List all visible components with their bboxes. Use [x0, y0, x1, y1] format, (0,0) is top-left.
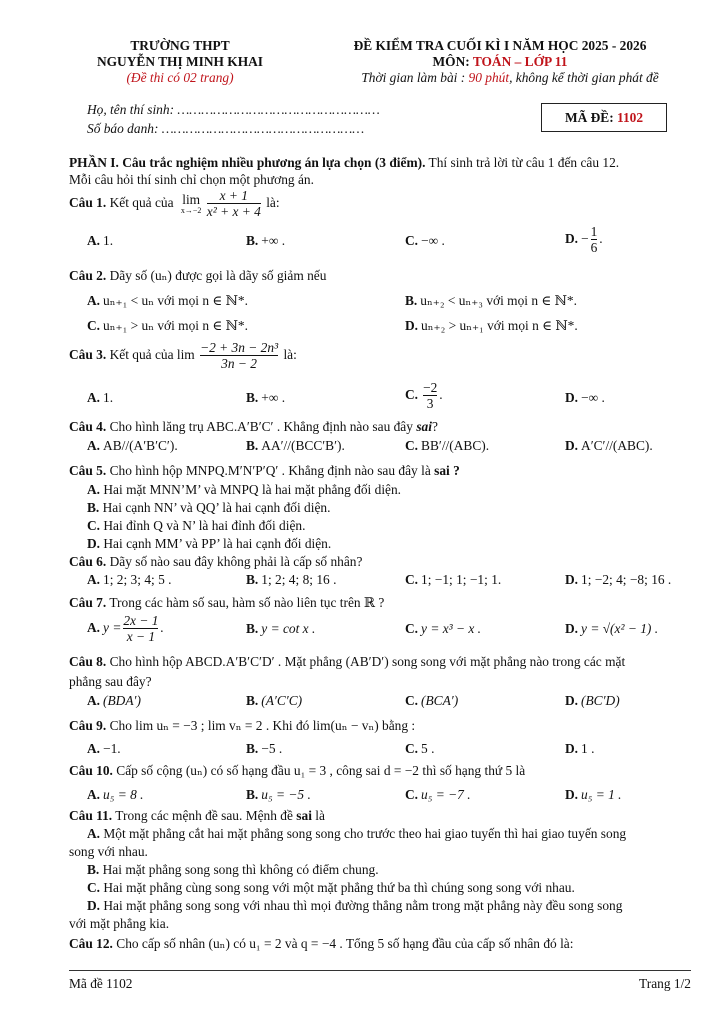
q2-label: Câu 2. [69, 268, 107, 283]
q5-option-d[interactable]: D. Hai cạnh MM’ và PP’ là hai cạnh đối diện. [87, 536, 332, 551]
q8-text-line2: phẳng sau đây? [69, 674, 152, 689]
part1-instruction1: Thí sinh trả lời từ câu 1 đến câu 12. [425, 155, 620, 170]
q12-label: Câu 12. [69, 936, 113, 951]
q8-option-a[interactable]: A. (BDA′) [87, 693, 141, 708]
q2-text: Dãy số (uₙ) được gọi là dãy số giảm nếu [109, 268, 327, 283]
student-name-line: Họ, tên thí sinh: …………………………………………… [87, 102, 380, 117]
question-11 [69, 807, 703, 825]
question-9 [69, 717, 703, 735]
q4-label: Câu 4. [69, 419, 107, 434]
exam-code-box [541, 103, 667, 132]
school-name-line1: TRƯỜNG THPT [130, 38, 230, 53]
q7-text: Trong các hàm số sau, hàm số nào liên tục trên ℝ ? [109, 595, 385, 610]
q11-option-c[interactable]: C. Hai mặt phẳng cùng song song với một mặt phẳng thứ ba thì chúng song song với nhau. [87, 880, 575, 895]
q6-text: Dãy số nào sau đây không phải là cấp số nhân? [109, 554, 363, 569]
q4-option-c[interactable]: C. BB′//(ABC). [405, 438, 490, 453]
q11-tail: là [315, 808, 325, 823]
q11-option-a-cont: song với nhau. [69, 844, 148, 859]
time-line [300, 69, 720, 87]
q11-emphasis: sai [296, 808, 312, 823]
pages-note: (Đề thi có 02 trang) [126, 70, 234, 85]
q2-option-a[interactable]: A. uₙ₊₁ < uₙ với mọi n ∈ ℕ*. [87, 293, 248, 308]
question-7 [69, 594, 703, 612]
q10-option-b[interactable]: B. u₅ = −5 . [246, 787, 311, 802]
part1-title: PHẦN I. Câu trắc nghiệm nhiều phương án lựa chọn (3 điểm). [69, 155, 426, 170]
q8-option-d[interactable]: D. (BC′D) [565, 693, 620, 708]
footer-divider [69, 970, 691, 971]
q3-label: Câu 3. [69, 346, 107, 362]
q1-denominator: x² + x + 4 [206, 204, 261, 220]
q8-label: Câu 8. [69, 654, 107, 669]
q9-options [87, 740, 705, 762]
q4-option-a[interactable]: A. AB//(A′B′C′). [87, 438, 178, 453]
q12-text: Cho cấp số nhân (uₙ) có u₁ = 2 và q = −4 . Tổng 5 số hạng đầu của cấp số nhân đó là: [116, 936, 574, 951]
time-prefix: Thời gian làm bài : [361, 70, 466, 85]
q6-option-b[interactable]: B. 1; 2; 4; 8; 16 . [246, 572, 337, 587]
q6-options [87, 571, 705, 593]
question-4: Câu 4. Cho hình lăng trụ ABC.A′B′C′ . Khẳng định nào sau đây sai? [69, 419, 438, 434]
q9-option-d[interactable]: D. 1 . [565, 741, 595, 756]
q6-option-a[interactable]: A. 1; 2; 3; 4; 5 . [87, 572, 172, 587]
q11-text: Trong các mệnh đề sau. Mệnh đề [115, 808, 293, 823]
q3-option-d[interactable]: D. −∞ . [565, 390, 605, 405]
q3-option-a[interactable]: A. 1. [87, 390, 114, 405]
q7-option-c[interactable]: C. y = x³ − x . [405, 621, 482, 636]
q4-option-b[interactable]: B. AA′//(BCC′B′). [246, 438, 345, 453]
q4-options [87, 437, 705, 459]
question-5 [69, 462, 703, 480]
q1-limit-sub: x→−2 [180, 205, 202, 215]
student-id-line: Số báo danh: …………………………………………… [87, 121, 365, 136]
q4-text: Cho hình lăng trụ ABC.A′B′C′ . Khẳng định nào sau đây [109, 419, 413, 434]
q1-label: Câu 1. [69, 194, 107, 210]
q10-label: Câu 10. [69, 763, 113, 778]
q10-option-a[interactable]: A. u₅ = 8 . [87, 787, 144, 802]
q5-emphasis: sai ? [434, 463, 460, 478]
q7-options [87, 613, 705, 645]
q3-text: Kết quả của lim [109, 346, 195, 362]
question-10 [69, 762, 703, 780]
q5-text: Cho hình hộp MNPQ.M′N′P′Q′ . Khẳng định nào sau đây là [109, 463, 431, 478]
q6-option-c[interactable]: C. 1; −1; 1; −1; 1. [405, 572, 502, 587]
q9-label: Câu 9. [69, 718, 107, 733]
q8-option-b[interactable]: B. (A′C′C) [246, 693, 303, 708]
exam-code-value: 1102 [617, 110, 644, 125]
question-2 [69, 267, 703, 285]
q3-numerator: −2 + 3n − 2n³ [200, 340, 279, 355]
q3-options [87, 380, 705, 412]
q10-option-d[interactable]: D. u₅ = 1 . [565, 787, 622, 802]
school-name-line2: NGUYỄN THỊ MINH KHAI [96, 54, 264, 69]
q3-option-c[interactable]: C. $\frac{-2}{3}$ . [405, 380, 443, 412]
q6-label: Câu 6. [69, 554, 107, 569]
q11-option-d-cont: với mặt phẳng kia. [69, 916, 170, 931]
footer-exam-code: Mã đề 1102 [69, 976, 133, 991]
footer-page-number: Trang 1/2 [639, 976, 691, 991]
q8-options [87, 692, 705, 714]
q9-option-a[interactable]: A. −1. [87, 741, 121, 756]
subject-prefix: MÔN: [432, 54, 470, 69]
q6-option-d[interactable]: D. 1; −2; 4; −8; 16 . [565, 572, 672, 587]
q7-option-b[interactable]: B. y = cot x . [246, 621, 316, 636]
q11-option-d[interactable]: D. Hai mặt phẳng song song với nhau thì mọi đường thẳng nằm trong mặt phẳng này đều song song [87, 898, 623, 913]
q7-option-a[interactable]: A. y = $\frac{2x - 1}{x - 1}$ . [87, 613, 164, 645]
question-12 [69, 935, 703, 953]
q9-text: Cho lim uₙ = −3 ; lim vₙ = 2 . Khi đó lim(uₙ − vₙ) bằng : [109, 718, 416, 733]
q1-option-d[interactable]: D. − $\frac{1}{6}$ . [565, 224, 603, 256]
q1-option-c[interactable]: C. −∞ . [405, 233, 445, 248]
q3-tail: là: [283, 346, 297, 362]
q7-label: Câu 7. [69, 595, 107, 610]
q3-fraction [200, 340, 278, 372]
q1-option-b[interactable]: B. +∞ . [246, 233, 286, 248]
q1-text: Kết quả của [109, 194, 174, 210]
question-3 [69, 340, 703, 380]
subject-value: TOÁN – LỚP 11 [472, 54, 568, 69]
part1-instruction2: Mỗi câu hỏi thí sinh chỉ chọn một phương án. [69, 172, 314, 187]
q10-options [87, 786, 705, 808]
q2-options-row2 [87, 317, 705, 339]
q1-option-a[interactable]: A. 1. [87, 233, 114, 248]
part1-heading [69, 154, 703, 172]
q2-option-d[interactable]: D. uₙ₊₂ > uₙ₊₁ với mọi n ∈ ℕ*. [405, 318, 578, 333]
time-suffix: , không kể thời gian phát đề [509, 70, 659, 85]
q3-option-b[interactable]: B. +∞ . [246, 390, 286, 405]
q1-fraction [207, 188, 261, 220]
q2-option-b[interactable]: B. uₙ₊₂ < uₙ₊₃ với mọi n ∈ ℕ*. [405, 293, 577, 308]
q5-option-c[interactable]: C. Hai đỉnh Q và N’ là hai đỉnh đối diện. [87, 518, 306, 533]
exam-code-label: MÃ ĐỀ: [564, 110, 614, 125]
q9-option-b[interactable]: B. −5 . [246, 741, 283, 756]
q11-option-b[interactable]: B. Hai mặt phẳng song song thì không có điểm chung. [87, 862, 379, 877]
time-value: 90 phút [468, 70, 510, 85]
q10-option-c[interactable]: C. u₅ = −7 . [405, 787, 471, 802]
q10-text: Cấp số cộng (uₙ) có số hạng đầu u₁ = 3 , công sai d = −2 thì số hạng thứ 5 là [116, 763, 526, 778]
q5-label: Câu 5. [69, 463, 107, 478]
q9-option-c[interactable]: C. 5 . [405, 741, 435, 756]
question-1: Câu 1. Kết quả của lim x→−2 $\frac{x + 1}{\text{x² + x + 4}}$ là: [69, 188, 280, 220]
q4-emphasis: sai [416, 419, 432, 434]
q3-denominator: 3n − 2 [200, 355, 278, 371]
question-8 [69, 653, 703, 671]
q8-text: Cho hình hộp ABCD.A′B′C′D′ . Mặt phẳng (AB′D′) song song với mặt phẳng nào trong các mặt [109, 654, 626, 669]
q7-option-d[interactable]: D. y = √(x² − 1) . [565, 621, 659, 636]
q1-tail: là: [266, 194, 280, 210]
q11-option-a[interactable]: A. Một mặt phẳng cắt hai mặt phẳng song song cho trước theo hai giao tuyến thì hai giao tuyến song [87, 826, 627, 841]
q2-option-c[interactable]: C. uₙ₊₁ > uₙ với mọi n ∈ ℕ*. [87, 318, 248, 333]
q8-option-c[interactable]: C. (BCA′) [405, 693, 459, 708]
question-6 [69, 553, 703, 571]
q5-option-b[interactable]: B. Hai cạnh NN’ và QQ’ là hai cạnh đối diện. [87, 500, 331, 515]
q2-options-row1 [87, 292, 705, 314]
q1-numerator: x + 1 [219, 188, 248, 203]
q1-options [87, 224, 705, 256]
exam-title: ĐỀ KIỂM TRA CUỐI KÌ I NĂM HỌC 2025 - 2026 [353, 38, 647, 53]
q11-label: Câu 11. [69, 808, 113, 823]
q4-option-d[interactable]: D. A′C′//(ABC). [565, 438, 653, 453]
q5-option-a[interactable]: A. Hai mặt MNN’M’ và MNPQ là hai mặt phẳng đối diện. [87, 482, 402, 497]
